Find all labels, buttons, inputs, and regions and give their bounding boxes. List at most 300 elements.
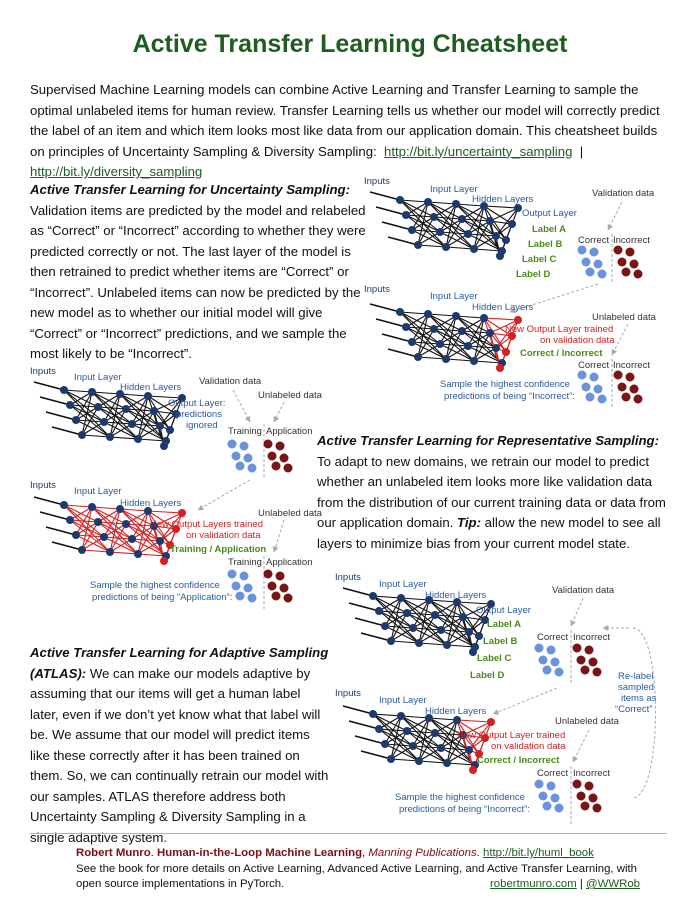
network-edge: [138, 396, 148, 439]
input-arrow: [370, 304, 400, 312]
network-node: [430, 325, 438, 333]
output-node: [487, 718, 495, 726]
footer-publisher: Manning Publications: [368, 847, 477, 859]
data-point: [589, 658, 598, 667]
input-arrow: [46, 412, 76, 420]
footer-book: Human-in-the-Loop Machine Learning: [157, 847, 363, 859]
data-point: [232, 582, 241, 591]
network-edge: [110, 509, 120, 552]
input-arrow: [370, 192, 400, 200]
data-point: [598, 270, 607, 279]
network-edge: [474, 318, 484, 361]
uncertainty-title: Active Transfer Learning for Uncertainty Sampling:: [30, 182, 350, 197]
uncertainty-diagram: [360, 172, 680, 412]
output-node: [469, 648, 477, 656]
adaptive-section: [30, 643, 330, 848]
network-edge: [474, 206, 484, 249]
new-output-line-1: New Output Layer trained: [505, 324, 614, 335]
hidden-layers-label-2: Hidden Layers: [472, 302, 534, 313]
network-node: [480, 314, 488, 322]
data-point: [614, 246, 623, 255]
network-node: [452, 312, 460, 320]
adaptive-body: We can make our models adaptive by assuming that our items will get a human label later, even if we don’t yet know what that label will be. We assume that our model will predict items like these correctly after it has been trained on them. So, we can continually retrain our model with our samples. ATLAS therefore address both Uncertainty Sampling & Diversity Sampling in a single adaptive system.: [30, 665, 329, 845]
output-node: [514, 204, 522, 212]
data-point: [232, 452, 241, 461]
network-node: [408, 338, 416, 346]
network-edge: [418, 314, 428, 357]
label-b: Label B: [528, 239, 563, 250]
data-point: [539, 656, 548, 665]
data-point: [593, 668, 602, 677]
intro-text: Supervised Machine Learning models can combine Active Learning and Transfer Learning to sample the optimal unlabeled items for human review. Transfer Learning tells us whether our model will correctly predict the label of an item and which item looks most like data from our application domain. This cheatsheet builds on principles of Uncertainty Sampling & Diversity Sampling:: [30, 82, 660, 159]
network-edge: [391, 598, 401, 641]
data-point: [626, 373, 635, 382]
data-point: [622, 393, 631, 402]
network-node: [415, 757, 423, 765]
data-point: [581, 802, 590, 811]
representative-section: [317, 431, 672, 554]
sample-line-1: Sample the highest confidence: [440, 379, 570, 390]
network-node: [381, 622, 389, 630]
network-node: [408, 226, 416, 234]
network-node: [144, 392, 152, 400]
new-output-line-1: New Output Layers trained: [150, 519, 264, 530]
network-node: [106, 548, 114, 556]
network-node: [106, 433, 114, 441]
relabel-line-4: “Correct”: [615, 704, 653, 715]
network-node: [442, 355, 450, 363]
network-edge: [391, 716, 401, 759]
network-node: [100, 533, 108, 541]
input-arrow: [376, 319, 406, 327]
data-point: [581, 666, 590, 675]
data-point: [280, 454, 289, 463]
new-output-line-3: Correct / Incorrect: [520, 348, 603, 359]
output-node: [502, 348, 510, 356]
network-edge: [447, 602, 457, 645]
data-point: [614, 371, 623, 380]
data-point: [577, 792, 586, 801]
new-output-line-3: Correct / Incorrect: [477, 755, 560, 766]
data-point: [618, 258, 627, 267]
input-arrow: [40, 397, 70, 405]
link-separator: |: [579, 143, 584, 159]
network-node: [431, 729, 439, 737]
new-output-line-2: on validation data: [540, 335, 615, 346]
network-node: [122, 520, 130, 528]
sample-line-2: predictions of being “Incorrect”:: [444, 391, 575, 402]
twitter-link[interactable]: @WWRob: [586, 878, 640, 890]
network-node: [431, 611, 439, 619]
sample-line-2: predictions of being “Incorrect”:: [399, 804, 530, 815]
data-point: [244, 454, 253, 463]
network-node: [436, 340, 444, 348]
network-node: [66, 401, 74, 409]
network-edge: [447, 720, 457, 763]
network-node: [458, 215, 466, 223]
training-label-2: Training: [228, 557, 262, 568]
data-point: [586, 268, 595, 277]
footer: [76, 846, 646, 893]
footer-line-3: [76, 877, 646, 893]
validation-data-label: Validation data: [592, 188, 655, 199]
network-edge: [484, 206, 518, 208]
input-arrow: [52, 542, 82, 550]
incorrect-label: Incorrect: [613, 235, 650, 246]
book-link[interactable]: http://bit.ly/huml_book: [483, 847, 594, 859]
network-node: [403, 609, 411, 617]
output-node: [166, 426, 174, 434]
output-node: [508, 220, 516, 228]
sample-line-2: predictions of being “Application”:: [92, 592, 233, 603]
network-node: [369, 592, 377, 600]
input-layer-label-2: Input Layer: [74, 486, 122, 497]
unlabeled-data-label: Unlabeled data: [258, 390, 322, 401]
network-node: [470, 245, 478, 253]
network-node: [134, 550, 142, 558]
footer-line-2: See the book for more details on Active Learning, Advanced Active Learning, and Active Transfer Learning, with: [76, 862, 638, 875]
data-point: [593, 804, 602, 813]
network-node: [436, 228, 444, 236]
new-output-line-2: on validation data: [491, 741, 566, 752]
input-arrow: [355, 736, 385, 744]
network-node: [375, 725, 383, 733]
network-node: [397, 594, 405, 602]
data-point: [268, 452, 277, 461]
network-node: [414, 353, 422, 361]
footer-author: Robert Munro: [76, 847, 151, 859]
relabel-line-2: sampled: [618, 682, 654, 693]
input-arrow: [34, 382, 64, 390]
output-node: [178, 509, 186, 517]
inputs-label: Inputs: [30, 366, 56, 377]
hidden-layers-label-2: Hidden Layers: [120, 498, 182, 509]
input-arrow: [349, 721, 379, 729]
network-node: [72, 531, 80, 539]
output-node: [160, 557, 168, 565]
page-title: Active Transfer Learning Cheatsheet: [132, 30, 568, 58]
network-node: [122, 405, 130, 413]
output-node: [514, 316, 522, 324]
network-node: [430, 213, 438, 221]
data-point: [264, 440, 273, 449]
data-point: [618, 383, 627, 392]
network-edge: [110, 394, 120, 437]
network-node: [464, 342, 472, 350]
hidden-layers-label-2: Hidden Layers: [425, 706, 487, 717]
data-point: [240, 572, 249, 581]
label-d: Label D: [516, 269, 551, 280]
network-node: [453, 716, 461, 724]
footer-line-1: Robert Munro. Human-in-the-Loop Machine Learning, Manning Publications. http://bit.ly/huml_book: [76, 847, 594, 859]
network-edge: [457, 602, 491, 604]
representative-body-b: allow the new model to see all layers to minimize bias from your current model state.: [317, 515, 661, 551]
incorrect-label-2: Incorrect: [573, 768, 610, 779]
network-node: [94, 403, 102, 411]
relabel-line-1: Re-label: [618, 671, 654, 682]
representative-diagram: [28, 360, 328, 615]
output-layer-label: Output Layer: [476, 605, 531, 616]
network-edge: [419, 600, 429, 643]
network-node: [387, 637, 395, 645]
data-point: [589, 794, 598, 803]
hidden-layers-label: Hidden Layers: [425, 590, 487, 601]
data-point: [585, 646, 594, 655]
data-point: [284, 594, 293, 603]
inputs-label-2: Inputs: [364, 284, 390, 295]
label-a: Label A: [487, 619, 521, 630]
network-node: [88, 503, 96, 511]
uncertainty-sampling-link[interactable]: http://bit.ly/uncertainty_sampling: [384, 143, 573, 159]
input-arrow: [46, 527, 76, 535]
input-arrow: [343, 706, 373, 714]
data-point: [236, 462, 245, 471]
data-point: [240, 442, 249, 451]
output-node: [475, 632, 483, 640]
representative-title: Active Transfer Learning for Representative Sampling:: [317, 433, 659, 448]
adaptive-title: Active Transfer Learning for Adaptive Sampling (ATLAS):: [30, 645, 329, 681]
inputs-label-2: Inputs: [335, 688, 361, 699]
data-point: [551, 658, 560, 667]
inputs-label: Inputs: [364, 176, 390, 187]
network-node: [66, 516, 74, 524]
network-node: [402, 211, 410, 219]
network-node: [492, 232, 500, 240]
data-point: [577, 656, 586, 665]
network-edge: [419, 718, 429, 761]
hidden-layers-label: Hidden Layers: [120, 382, 182, 393]
network-node: [156, 537, 164, 545]
data-point: [244, 584, 253, 593]
data-point: [248, 464, 257, 473]
data-point: [586, 393, 595, 402]
network-node: [402, 323, 410, 331]
data-point: [622, 268, 631, 277]
intro-paragraph: [30, 80, 670, 183]
uncertainty-section: [30, 180, 376, 365]
data-point: [268, 582, 277, 591]
incorrect-label-2: Incorrect: [613, 360, 650, 371]
network-node: [443, 641, 451, 649]
data-point: [585, 782, 594, 791]
input-layer-label: Input Layer: [74, 372, 122, 383]
data-point: [573, 780, 582, 789]
network-node: [94, 518, 102, 526]
network-node: [100, 418, 108, 426]
network-node: [369, 710, 377, 718]
data-point: [543, 802, 552, 811]
network-bottom: [370, 304, 522, 372]
validation-data-label: Validation data: [199, 376, 262, 387]
data-point: [264, 570, 273, 579]
data-point: [594, 385, 603, 394]
network-node: [424, 198, 432, 206]
network-node: [78, 431, 86, 439]
input-arrow: [40, 512, 70, 520]
network-edge: [82, 507, 92, 550]
output-label-1: Output Layer:: [168, 398, 226, 409]
label-c: Label C: [477, 653, 512, 664]
network-node: [72, 416, 80, 424]
data-point: [555, 668, 564, 677]
data-point: [276, 572, 285, 581]
input-arrow: [361, 633, 391, 641]
new-output-line-1: New Output Layer trained: [457, 730, 566, 741]
network-node: [442, 243, 450, 251]
data-point: [626, 248, 635, 257]
data-point: [594, 260, 603, 269]
representative-body-a: To adapt to new domains, we retrain our model to predict whether an unlabeled item looks more like validation data from the distribution of our current training data or data from our application domain.: [317, 453, 666, 530]
network-node: [134, 435, 142, 443]
network-node: [458, 327, 466, 335]
data-point: [578, 246, 587, 255]
data-point: [543, 666, 552, 675]
network-node: [459, 613, 467, 621]
application-label: Application: [266, 426, 313, 437]
inputs-label-2: Inputs: [30, 480, 56, 491]
sample-line-1: Sample the highest confidence: [90, 580, 220, 591]
input-arrow: [343, 588, 373, 596]
network-node: [397, 712, 405, 720]
network-node: [470, 357, 478, 365]
network-edge: [82, 392, 92, 435]
network-node: [381, 740, 389, 748]
data-point: [228, 440, 237, 449]
input-arrow: [388, 237, 418, 245]
data-point: [228, 570, 237, 579]
unlabeled-data-label: Unlabeled data: [592, 312, 656, 323]
network-edge: [457, 720, 491, 722]
output-node: [160, 442, 168, 450]
network-node: [88, 388, 96, 396]
data-point: [535, 644, 544, 653]
data-point: [272, 592, 281, 601]
network-node: [437, 744, 445, 752]
output-node: [502, 236, 510, 244]
data-point: [590, 373, 599, 382]
input-layer-label: Input Layer: [430, 184, 478, 195]
site-link[interactable]: robertmunro.com: [489, 878, 577, 890]
data-point: [590, 248, 599, 257]
network-node: [403, 727, 411, 735]
data-point: [573, 644, 582, 653]
network-edge: [446, 316, 456, 359]
network-node: [437, 626, 445, 634]
network-node: [486, 217, 494, 225]
network-node: [414, 241, 422, 249]
network-node: [492, 344, 500, 352]
input-arrow: [349, 603, 379, 611]
training-label: Training: [228, 426, 262, 437]
network-node: [409, 742, 417, 750]
unlabeled-data-label-2: Unlabeled data: [258, 508, 322, 519]
data-point: [578, 371, 587, 380]
data-point: [547, 782, 556, 791]
network-edge: [484, 318, 518, 320]
network-node: [486, 329, 494, 337]
output-label-2: predictions: [176, 409, 222, 420]
input-layer-label-2: Input Layer: [430, 291, 478, 302]
data-point: [535, 780, 544, 789]
relabel-line-3: items as: [621, 693, 657, 704]
network-node: [128, 420, 136, 428]
network-edge: [446, 204, 456, 247]
tip-label: Tip:: [457, 515, 481, 530]
network-node: [60, 501, 68, 509]
network-node: [415, 639, 423, 647]
network-node: [424, 310, 432, 318]
application-label-2: Application: [266, 557, 313, 568]
network-node: [443, 759, 451, 767]
network-node: [409, 624, 417, 632]
network-edge: [148, 511, 182, 513]
data-point: [630, 385, 639, 394]
data-point: [280, 584, 289, 593]
data-point: [634, 270, 643, 279]
label-c: Label C: [522, 254, 557, 265]
correct-label: Correct: [537, 632, 569, 643]
input-layer-label: Input Layer: [379, 579, 427, 590]
hidden-layers-label: Hidden Layers: [472, 194, 534, 205]
new-output-line-2: on validation data: [186, 530, 261, 541]
incorrect-label: Incorrect: [573, 632, 610, 643]
output-label-3: ignored: [186, 420, 218, 431]
network-node: [156, 422, 164, 430]
output-node: [469, 766, 477, 774]
data-point: [236, 592, 245, 601]
input-arrow: [361, 751, 391, 759]
new-output-line-3: Training / Application: [170, 544, 267, 555]
network-node: [396, 308, 404, 316]
validation-data-label: Validation data: [552, 585, 615, 596]
inputs-label: Inputs: [335, 572, 361, 583]
data-point: [551, 794, 560, 803]
network-edge: [418, 202, 428, 245]
network-node: [465, 628, 473, 636]
correct-label-2: Correct: [578, 360, 610, 371]
input-arrow: [376, 207, 406, 215]
footer-divider: [30, 833, 667, 834]
input-arrow: [355, 618, 385, 626]
output-node: [496, 252, 504, 260]
unlabeled-data-label: Unlabeled data: [555, 716, 619, 727]
correct-label: Correct: [578, 235, 610, 246]
correct-label-2: Correct: [537, 768, 569, 779]
network-node: [452, 200, 460, 208]
data-point: [634, 395, 643, 404]
data-point: [582, 258, 591, 267]
data-point: [598, 395, 607, 404]
diversity-sampling-link[interactable]: http://bit.ly/diversity_sampling: [30, 164, 203, 179]
input-layer-label-2: Input Layer: [379, 695, 427, 706]
adaptive-diagram: [333, 566, 683, 830]
network-edge: [138, 511, 148, 554]
input-arrow: [382, 334, 412, 342]
network-node: [375, 607, 383, 615]
data-point: [284, 464, 293, 473]
data-point: [272, 462, 281, 471]
network-node: [60, 386, 68, 394]
input-arrow: [52, 427, 82, 435]
label-d: Label D: [470, 670, 505, 681]
network-node: [464, 230, 472, 238]
data-point: [630, 260, 639, 269]
data-point: [582, 383, 591, 392]
sample-line-1: Sample the highest confidence: [395, 792, 525, 803]
output-layer-label: Output Layer: [522, 208, 577, 219]
label-a: Label A: [532, 224, 566, 235]
data-point: [547, 646, 556, 655]
